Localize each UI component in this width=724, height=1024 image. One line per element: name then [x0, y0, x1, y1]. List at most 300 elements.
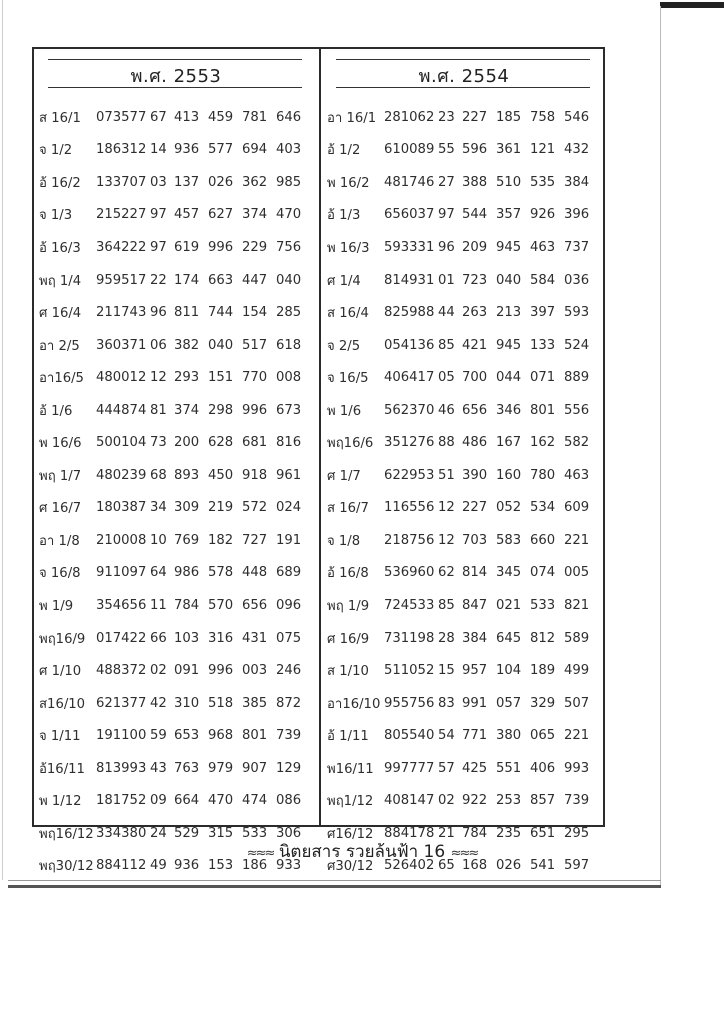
prize-number: 582: [564, 435, 590, 451]
prize-number: 309: [174, 500, 200, 516]
draw-row: [322, 622, 606, 655]
prize-number: 996: [208, 663, 234, 679]
prize-number: 229: [242, 239, 268, 255]
prize-number: 213: [496, 305, 522, 321]
prize-number: 28: [438, 630, 455, 646]
first-prize-number: 444874: [96, 402, 147, 418]
prize-number: 065: [530, 728, 556, 744]
page-right-edge: [660, 6, 661, 886]
column-divider: [319, 49, 321, 825]
prize-number: 397: [530, 305, 556, 321]
prize-number: 534: [530, 500, 556, 516]
header-rule-top: [336, 59, 590, 60]
prize-number: 653: [174, 728, 200, 744]
prize-number: 167: [496, 435, 522, 451]
prize-number: 385: [242, 695, 268, 711]
draw-row: [34, 524, 318, 557]
footer-ornament-left: ≈≈≈: [246, 846, 274, 861]
draw-row: [34, 361, 318, 394]
draw-row: [322, 687, 606, 720]
prize-number: 096: [276, 597, 302, 613]
prize-number: 253: [496, 793, 522, 809]
prize-number: 432: [564, 142, 590, 158]
prize-number: 160: [496, 467, 522, 483]
prize-number: 723: [462, 272, 488, 288]
prize-number: 771: [462, 728, 488, 744]
prize-number: 191: [276, 532, 302, 548]
draw-date: จ 16/5: [327, 371, 369, 387]
draw-row: [34, 329, 318, 362]
prize-number: 510: [496, 174, 522, 190]
prize-number: 656: [462, 402, 488, 418]
prize-number: 315: [208, 825, 234, 841]
prize-number: 933: [276, 858, 302, 874]
prize-number: 345: [496, 565, 522, 581]
prize-number: 596: [462, 142, 488, 158]
prize-number: 403: [276, 142, 302, 158]
prize-number: 619: [174, 239, 200, 255]
prize-number: 96: [150, 305, 167, 321]
draw-row: [322, 784, 606, 817]
draw-date: พ 1/9: [39, 598, 74, 614]
prize-number: 65: [438, 858, 455, 874]
prize-number: 986: [174, 565, 200, 581]
first-prize-number: 955756: [384, 695, 435, 711]
prize-number: 137: [174, 174, 200, 190]
prize-number: 681: [242, 435, 268, 451]
draw-row: [322, 752, 606, 785]
prize-number: 34: [150, 500, 167, 516]
draw-date: จ 1/2: [39, 143, 73, 159]
draw-row: [34, 557, 318, 590]
prize-number: 295: [564, 825, 590, 841]
draw-row: [34, 622, 318, 655]
prize-number: 821: [564, 597, 590, 613]
prize-number: 431: [242, 630, 268, 646]
prize-number: 263: [462, 305, 488, 321]
prize-number: 316: [208, 630, 234, 646]
draw-row: [34, 654, 318, 687]
prize-number: 168: [462, 858, 488, 874]
draw-row: [34, 492, 318, 525]
prize-number: 421: [462, 337, 488, 353]
draw-date: ส16/10: [39, 696, 86, 712]
first-prize-number: 180387: [96, 500, 147, 516]
prize-number: 12: [438, 532, 455, 548]
prize-number: 02: [438, 793, 455, 809]
prize-number: 979: [208, 760, 234, 776]
prize-number: 357: [496, 207, 522, 223]
prize-number: 518: [208, 695, 234, 711]
first-prize-number: 610089: [384, 142, 435, 158]
prize-number: 448: [242, 565, 268, 581]
draw-date: อ้ 1/11: [327, 729, 369, 745]
prize-number: 67: [150, 109, 167, 125]
prize-number: 656: [242, 597, 268, 613]
draw-row: [34, 459, 318, 492]
first-prize-number: 334380: [96, 825, 147, 841]
first-prize-number: 480239: [96, 467, 147, 483]
prize-number: 936: [174, 142, 200, 158]
first-prize-number: 218756: [384, 532, 435, 548]
prize-number: 957: [462, 663, 488, 679]
prize-number: 694: [242, 142, 268, 158]
draw-date: พ 16/6: [39, 436, 82, 452]
first-prize-number: 813993: [96, 760, 147, 776]
draw-date: พ 16/2: [327, 175, 370, 191]
prize-number: 01: [438, 272, 455, 288]
prize-number: 936: [174, 858, 200, 874]
first-prize-number: 351276: [384, 435, 435, 451]
draw-row: [322, 557, 606, 590]
first-prize-number: 724533: [384, 597, 435, 613]
prize-number: 06: [150, 337, 167, 353]
draw-row: [34, 166, 318, 199]
prize-number: 021: [496, 597, 522, 613]
draw-row: [322, 134, 606, 167]
prize-number: 945: [496, 239, 522, 255]
prize-number: 97: [438, 207, 455, 223]
prize-number: 73: [150, 435, 167, 451]
prize-number: 96: [438, 239, 455, 255]
prize-number: 763: [174, 760, 200, 776]
prize-number: 024: [276, 500, 302, 516]
prize-number: 857: [530, 793, 556, 809]
prize-number: 21: [438, 825, 455, 841]
prize-number: 310: [174, 695, 200, 711]
prize-number: 673: [276, 402, 302, 418]
first-prize-number: 997777: [384, 760, 435, 776]
prize-number: 425: [462, 760, 488, 776]
draw-date: พฤ 1/7: [39, 468, 82, 484]
first-prize-number: 656037: [384, 207, 435, 223]
prize-number: 43: [150, 760, 167, 776]
first-prize-number: 480012: [96, 370, 147, 386]
prize-number: 219: [208, 500, 234, 516]
draw-date: พ 16/3: [327, 240, 370, 256]
prize-number: 646: [276, 109, 302, 125]
prize-number: 42: [150, 695, 167, 711]
prize-number: 97: [150, 239, 167, 255]
draw-date: ศ16/12: [327, 826, 374, 842]
prize-number: 570: [208, 597, 234, 613]
draw-row: [322, 492, 606, 525]
draw-date: จ 2/5: [327, 338, 361, 354]
prize-number: 03: [150, 174, 167, 190]
prize-number: 700: [462, 370, 488, 386]
prize-number: 026: [496, 858, 522, 874]
prize-number: 02: [150, 663, 167, 679]
prize-number: 474: [242, 793, 268, 809]
prize-number: 374: [174, 402, 200, 418]
page-left-edge: [2, 0, 3, 880]
first-prize-number: 133707: [96, 174, 147, 190]
prize-number: 811: [174, 305, 200, 321]
prize-number: 85: [438, 597, 455, 613]
prize-number: 11: [150, 597, 167, 613]
prize-number: 64: [150, 565, 167, 581]
first-prize-number: 511052: [384, 663, 435, 679]
prize-number: 651: [530, 825, 556, 841]
prize-number: 57: [438, 760, 455, 776]
top-edge-bar: [660, 2, 724, 8]
draw-row: [34, 264, 318, 297]
prize-number: 535: [530, 174, 556, 190]
draw-row: [322, 589, 606, 622]
prize-number: 040: [208, 337, 234, 353]
prize-number: 66: [150, 630, 167, 646]
draw-row: [34, 589, 318, 622]
prize-number: 23: [438, 109, 455, 125]
draw-date: อ้ 1/3: [327, 208, 361, 224]
first-prize-number: 911097: [96, 565, 147, 581]
prize-number: 533: [530, 597, 556, 613]
prize-number: 235: [496, 825, 522, 841]
prize-number: 036: [564, 272, 590, 288]
prize-number: 926: [530, 207, 556, 223]
first-prize-number: 017422: [96, 630, 147, 646]
prize-number: 382: [174, 337, 200, 353]
prize-number: 546: [564, 109, 590, 125]
draw-row: [322, 296, 606, 329]
draw-date: อา16/10: [327, 696, 381, 712]
prize-number: 209: [462, 239, 488, 255]
prize-number: 727: [242, 532, 268, 548]
draw-date: จ 1/3: [39, 208, 73, 224]
prize-number: 361: [496, 142, 522, 158]
prize-number: 907: [242, 760, 268, 776]
prize-number: 756: [276, 239, 302, 255]
draw-date: พ 1/6: [327, 403, 362, 419]
draw-row: [34, 296, 318, 329]
prize-number: 62: [438, 565, 455, 581]
draw-date: อ้ 1/2: [327, 143, 361, 159]
draw-row: [34, 134, 318, 167]
draw-row: [322, 459, 606, 492]
prize-number: 533: [242, 825, 268, 841]
prize-number: 05: [438, 370, 455, 386]
draw-row: [34, 426, 318, 459]
prize-number: 005: [564, 565, 590, 581]
draw-row: [34, 394, 318, 427]
draw-row: [322, 264, 606, 297]
prize-number: 784: [174, 597, 200, 613]
prize-number: 486: [462, 435, 488, 451]
prize-number: 645: [496, 630, 522, 646]
prize-number: 162: [530, 435, 556, 451]
prize-number: 737: [564, 239, 590, 255]
prize-number: 544: [462, 207, 488, 223]
first-prize-number: 281062: [384, 109, 435, 125]
draw-rows: [34, 101, 318, 882]
prize-number: 380: [496, 728, 522, 744]
draw-date: พ 1/12: [39, 794, 82, 810]
prize-number: 133: [530, 337, 556, 353]
prize-number: 227: [462, 109, 488, 125]
first-prize-number: 215227: [96, 207, 147, 223]
prize-number: 463: [564, 467, 590, 483]
prize-number: 985: [276, 174, 302, 190]
first-prize-number: 210008: [96, 532, 147, 548]
draw-row: [322, 361, 606, 394]
prize-number: 450: [208, 467, 234, 483]
prize-number: 463: [530, 239, 556, 255]
prize-number: 991: [462, 695, 488, 711]
draw-row: [322, 719, 606, 752]
first-prize-number: 181752: [96, 793, 147, 809]
prize-number: 758: [530, 109, 556, 125]
prize-number: 384: [462, 630, 488, 646]
prize-number: 847: [462, 597, 488, 613]
draw-date: อา16/5: [39, 371, 84, 387]
draw-date: ส 1/10: [327, 664, 369, 680]
prize-number: 298: [208, 402, 234, 418]
prize-number: 551: [496, 760, 522, 776]
draw-date: พฤ16/12: [39, 826, 94, 842]
draw-rows: [322, 101, 606, 882]
prize-number: 10: [150, 532, 167, 548]
first-prize-number: 500104: [96, 435, 147, 451]
prize-number: 15: [438, 663, 455, 679]
prize-number: 922: [462, 793, 488, 809]
column-header: [322, 49, 606, 89]
prize-number: 459: [208, 109, 234, 125]
prize-number: 44: [438, 305, 455, 321]
draw-row: [34, 231, 318, 264]
prize-number: 075: [276, 630, 302, 646]
column-header: [34, 49, 318, 89]
prize-number: 769: [174, 532, 200, 548]
prize-number: 739: [564, 793, 590, 809]
draw-row: [322, 329, 606, 362]
prize-number: 689: [276, 565, 302, 581]
prize-number: 396: [564, 207, 590, 223]
prize-number: 583: [496, 532, 522, 548]
prize-number: 781: [242, 109, 268, 125]
draw-date: อ้16/11: [39, 761, 85, 777]
prize-number: 057: [496, 695, 522, 711]
prize-number: 51: [438, 467, 455, 483]
draw-row: [322, 654, 606, 687]
prize-number: 121: [530, 142, 556, 158]
prize-number: 22: [150, 272, 167, 288]
prize-number: 507: [564, 695, 590, 711]
prize-number: 68: [150, 467, 167, 483]
first-prize-number: 526402: [384, 858, 435, 874]
prize-number: 968: [208, 728, 234, 744]
prize-number: 812: [530, 630, 556, 646]
prize-number: 129: [276, 760, 302, 776]
prize-number: 086: [276, 793, 302, 809]
first-prize-number: 360371: [96, 337, 147, 353]
prize-number: 814: [462, 565, 488, 581]
first-prize-number: 481746: [384, 174, 435, 190]
draw-date: ส 16/4: [327, 306, 369, 322]
prize-number: 12: [150, 370, 167, 386]
first-prize-number: 536960: [384, 565, 435, 581]
draw-row: [322, 231, 606, 264]
prize-number: 801: [530, 402, 556, 418]
prize-number: 97: [150, 207, 167, 223]
prize-number: 374: [242, 207, 268, 223]
prize-number: 993: [564, 760, 590, 776]
column-2553: [34, 49, 318, 875]
draw-row: [34, 784, 318, 817]
prize-number: 517: [242, 337, 268, 353]
footer-title: นิตยสาร รวยล้นฟ้า 16: [278, 842, 446, 862]
prize-number: 182: [208, 532, 234, 548]
prize-number: 071: [530, 370, 556, 386]
header-rule-top: [48, 59, 302, 60]
draw-row: [322, 394, 606, 427]
prize-number: 27: [438, 174, 455, 190]
header-rule-bottom: [336, 87, 590, 88]
prize-number: 996: [242, 402, 268, 418]
prize-number: 186: [242, 858, 268, 874]
year-title: พ.ศ. 2554: [418, 66, 510, 87]
prize-number: 040: [276, 272, 302, 288]
prize-number: 074: [530, 565, 556, 581]
header-rule-bottom: [48, 87, 302, 88]
first-prize-number: 116556: [384, 500, 435, 516]
prize-number: 784: [462, 825, 488, 841]
first-prize-number: 406417: [384, 370, 435, 386]
draw-date: ศ 16/9: [327, 631, 370, 647]
prize-number: 200: [174, 435, 200, 451]
prize-number: 103: [174, 630, 200, 646]
first-prize-number: 805540: [384, 728, 435, 744]
prize-number: 026: [208, 174, 234, 190]
prize-number: 529: [174, 825, 200, 841]
prize-number: 447: [242, 272, 268, 288]
prize-number: 81: [150, 402, 167, 418]
draw-row: [322, 426, 606, 459]
prize-number: 893: [174, 467, 200, 483]
draw-date: พฤ16/6: [327, 436, 374, 452]
prize-number: 577: [208, 142, 234, 158]
prize-number: 88: [438, 435, 455, 451]
draw-date: อ้ 16/8: [327, 566, 369, 582]
first-prize-number: 621377: [96, 695, 147, 711]
draw-date: จ 1/11: [39, 729, 81, 745]
page-bottom-edge: [8, 885, 661, 888]
prize-number: 406: [530, 760, 556, 776]
prize-number: 388: [462, 174, 488, 190]
first-prize-number: 959517: [96, 272, 147, 288]
first-prize-number: 814931: [384, 272, 435, 288]
prize-number: 346: [496, 402, 522, 418]
first-prize-number: 054136: [384, 337, 435, 353]
page-footer: [0, 838, 724, 865]
prize-number: 961: [276, 467, 302, 483]
first-prize-number: 884178: [384, 825, 435, 841]
prize-number: 663: [208, 272, 234, 288]
prize-number: 040: [496, 272, 522, 288]
prize-number: 584: [530, 272, 556, 288]
first-prize-number: 364222: [96, 239, 147, 255]
prize-number: 153: [208, 858, 234, 874]
footer-ornament-right: ≈≈≈: [450, 846, 478, 861]
prize-number: 306: [276, 825, 302, 841]
prize-number: 246: [276, 663, 302, 679]
prize-number: 816: [276, 435, 302, 451]
first-prize-number: 884112: [96, 858, 147, 874]
prize-number: 780: [530, 467, 556, 483]
prize-number: 104: [496, 663, 522, 679]
draw-row: [34, 101, 318, 134]
prize-number: 945: [496, 337, 522, 353]
draw-date: ส 16/7: [327, 501, 369, 517]
